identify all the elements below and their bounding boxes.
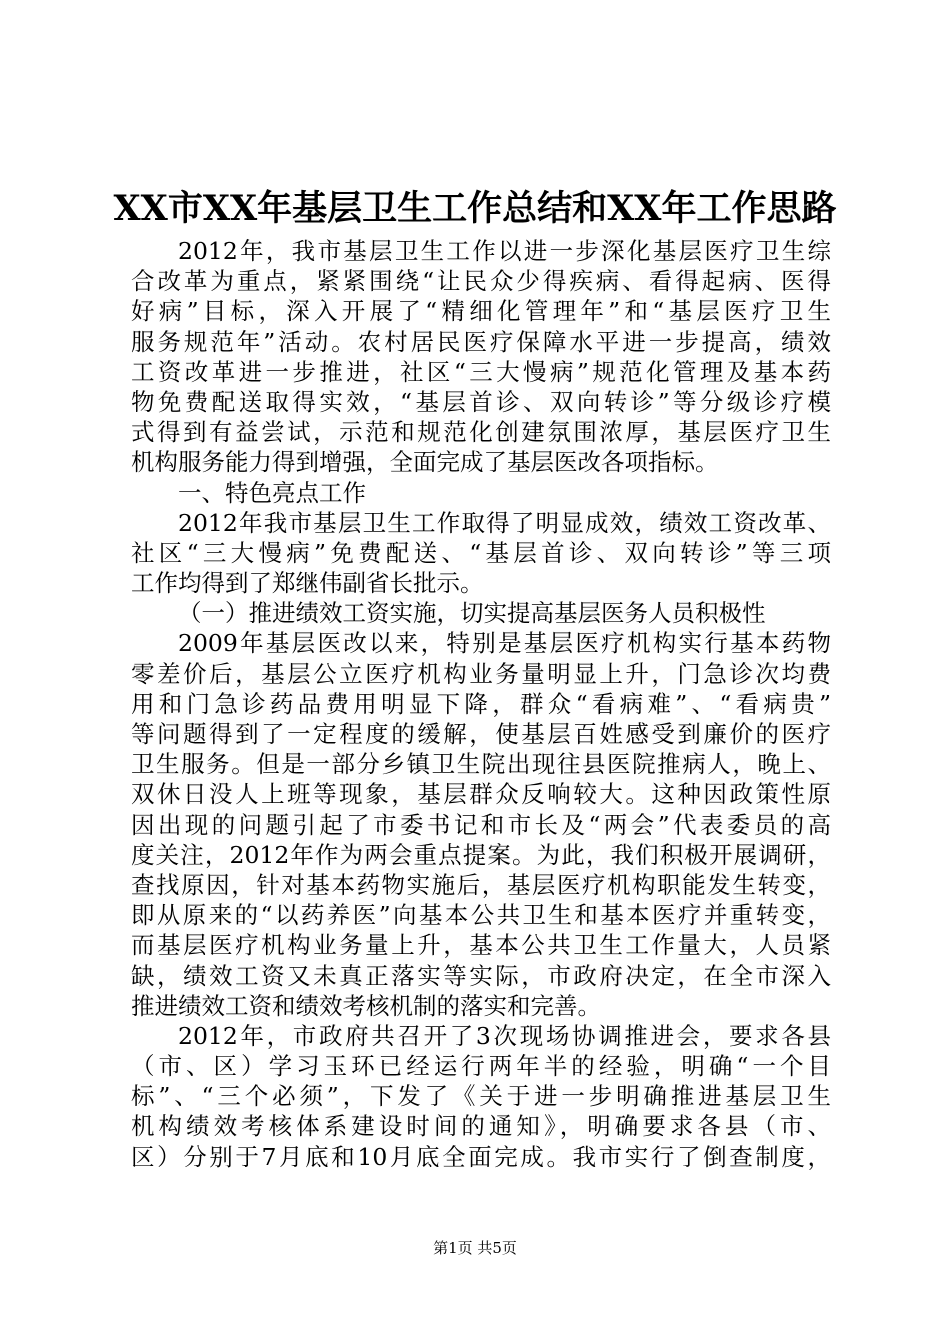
text-line: 机构服务能力得到增强，全面完成了基层医改各项指标。 <box>131 448 719 477</box>
text-line: 工资改革进一步推进，社区“三大慢病”规范化管理及基本药 <box>131 357 831 386</box>
text-line: 零差价后，基层公立医疗机构业务量明显上升，门急诊次均费 <box>131 659 831 688</box>
text-line: 度关注，2012年作为两会重点提案。为此，我们积极开展调研， <box>131 840 831 869</box>
document-title: XX市XX年基层卫生工作总结和XX年工作思路 <box>113 188 837 229</box>
page-footer: 第1页 共5页 <box>433 1239 517 1257</box>
text-line: 工作均得到了郑继伟副省长批示。 <box>131 569 484 598</box>
text-line: 合改革为重点，紧紧围绕“让民众少得疾病、看得起病、医得 <box>131 267 831 296</box>
text-line: 因出现的问题引起了市委书记和市长及“两会”代表委员的高 <box>131 810 831 839</box>
text-line: （一）推进绩效工资实施，切实提高基层医务人员积极性 <box>178 599 766 628</box>
text-line: 2012年我市基层卫生工作取得了明显成效，绩效工资改革、 <box>178 508 831 537</box>
text-line: 即从原来的“以药养医”向基本公共卫生和基本医疗并重转变， <box>131 901 831 930</box>
text-line: 缺，绩效工资又未真正落实等实际，市政府决定，在全市深入 <box>131 961 831 990</box>
text-line: 而基层医疗机构业务量上升，基本公共卫生工作量大，人员紧 <box>131 931 831 960</box>
text-line: 2009年基层医改以来，特别是基层医疗机构实行基本药物 <box>178 629 831 658</box>
text-line: 双休日没人上班等现象，基层群众反响较大。这种因政策性原 <box>131 780 831 809</box>
text-line: 式得到有益尝试，示范和规范化创建氛围浓厚，基层医疗卫生 <box>131 418 831 447</box>
text-line: 一、特色亮点工作 <box>178 478 366 507</box>
text-line: 用和门急诊药品费用明显下降，群众“看病难”、“看病贵” <box>131 689 831 718</box>
text-line: （市、区）学习玉环已经运行两年半的经验，明确“一个目 <box>131 1052 831 1081</box>
text-line: 查找原因，针对基本药物实施后，基层医疗机构职能发生转变， <box>131 870 831 899</box>
text-line: 卫生服务。但是一部分乡镇卫生院出现往县医院推病人，晚上、 <box>131 750 831 779</box>
document-body <box>131 236 831 1172</box>
text-line: 服务规范年”活动。农村居民医疗保障水平进一步提高，绩效 <box>131 327 831 356</box>
text-line: 标”、“三个必须”，下发了《关于进一步明确推进基层卫生 <box>131 1082 831 1111</box>
text-line: 区）分别于7月底和10月底全面完成。我市实行了倒查制度， <box>131 1142 831 1171</box>
text-line: 好病”目标，深入开展了“精细化管理年”和“基层医疗卫生 <box>131 297 831 326</box>
text-line: 推进绩效工资和绩效考核机制的落实和完善。 <box>131 991 601 1020</box>
text-line: 2012年，市政府共召开了3次现场协调推进会，要求各县 <box>178 1021 831 1050</box>
text-line: 2012年，我市基层卫生工作以进一步深化基层医疗卫生综 <box>178 237 831 265</box>
text-line: 物免费配送取得实效，“基层首诊、双向转诊”等分级诊疗模 <box>131 387 831 416</box>
text-line: 社区“三大慢病”免费配送、“基层首诊、双向转诊”等三项 <box>131 538 831 567</box>
text-line: 等问题得到了一定程度的缓解，使基层百姓感受到廉价的医疗 <box>131 720 831 748</box>
text-line: 机构绩效考核体系建设时间的通知》，明确要求各县（市、 <box>131 1112 831 1141</box>
